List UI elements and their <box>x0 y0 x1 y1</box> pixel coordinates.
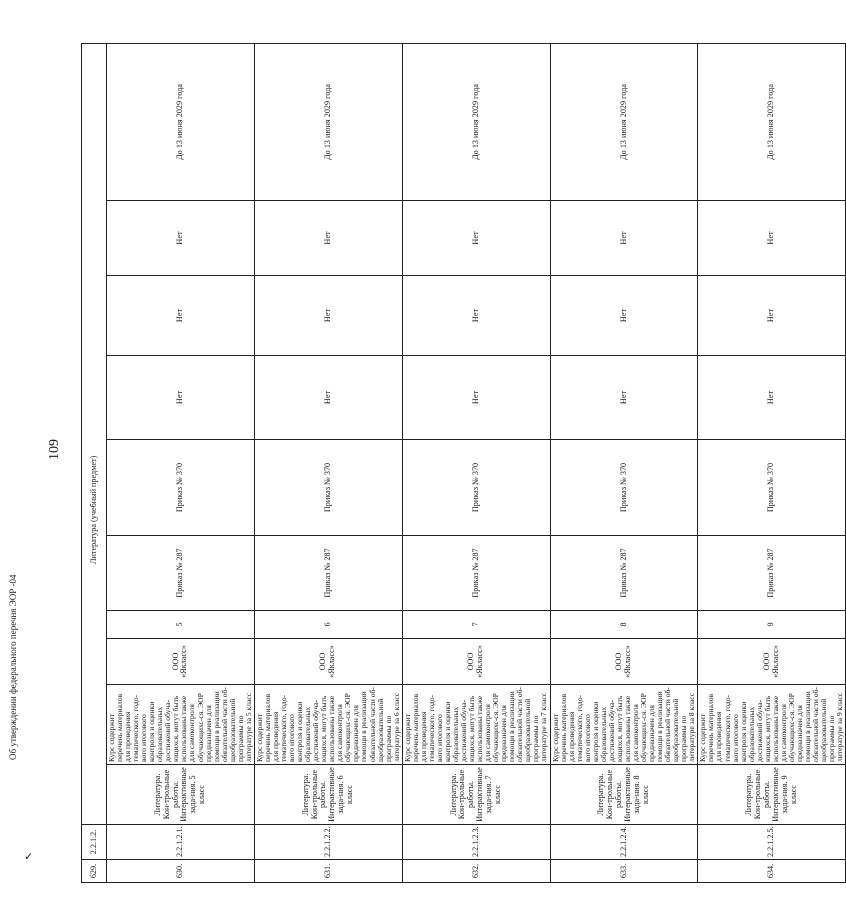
row-code: 2.2.1.2.4. <box>550 825 698 860</box>
resource-description: Курс содержит перечень материалов для проведения тематического, годо-вого итогового контроля и оценки образовательных достижений обуча-ющихся, могут быть использованы также для самоконтроля обучающихс-ся. ЭОР предназначен для помощи в реализации обязательной части об-щеобразовательной программы по литературе за 9 класс <box>698 685 846 765</box>
resource-description: Курс содержит перечень материалов для проведения тематического, годо-вого итогового контроля и оценки образовательных достижений обуча-ющихся, могут быть использованы также для самоконтроля обучающихс-ся. ЭОР предназначен для помощи в реализации обязательной части об-щеобразовательной программы по литературе за 7 класс <box>402 685 550 765</box>
resource-title: Литература. Кон-трольные работы. Интерактивные зада-ния. 8 класс <box>550 765 698 825</box>
resource-title: Литература. Кон-трольные работы. Интерактивные зада-ния. 9 класс <box>698 765 846 825</box>
order-370: Приказ № 370 <box>107 440 255 536</box>
item-count: 8 <box>550 611 698 639</box>
page-number: 109 <box>47 439 62 460</box>
rotated-table-wrapper <box>81 44 845 883</box>
flag-3: Нет <box>402 201 550 276</box>
resource-description: Курс содержит перечень материалов для проведения тематического, годо-вого итогового контроля и оценки образовательных достижений обуча-ющихся, могут быть использованы также для самоконтроля обучающихс-ся. ЭОР предназначен для помощи в реализации обязательной части об-щеобразовательной программы по литературе за 8 класс <box>550 685 698 765</box>
order-370: Приказ № 370 <box>402 440 550 536</box>
resource-title: Литература. Кон-трольные работы. Интерактивные зада-ния. 6 класс <box>254 765 402 825</box>
item-count: 7 <box>402 611 550 639</box>
order-287: Приказ № 287 <box>107 536 255 611</box>
row-number: 631. <box>254 860 402 883</box>
organization: ООО «Якласс» <box>402 639 550 685</box>
table-row <box>402 43 550 882</box>
deadline: До 13 июня 2029 года <box>550 43 698 200</box>
organization: ООО «Якласс» <box>254 639 402 685</box>
margin-mark: ✓ <box>24 851 34 863</box>
flag-3: Нет <box>698 201 846 276</box>
table-row <box>107 43 255 882</box>
organization: ООО «Якласс» <box>107 639 255 685</box>
order-287: Приказ № 287 <box>402 536 550 611</box>
resource-title: Литература. Кон-трольные работы. Интерактивные зада-ния. 5 класс <box>107 765 255 825</box>
flag-2: Нет <box>107 276 255 356</box>
table-row <box>698 43 846 882</box>
row-code: 2.2.1.2.5. <box>698 825 846 860</box>
order-370: Приказ № 370 <box>254 440 402 536</box>
row-number: 632. <box>402 860 550 883</box>
organization: ООО «Якласс» <box>698 639 846 685</box>
row-number: 634. <box>698 860 846 883</box>
row-code: 2.2.1.2.1. <box>107 825 255 860</box>
resource-description: Курс содержит перечень материалов для проведения тематического, годо-вого итогового контроля и оценки образовательных достижений обуча-ющихся, могут быть использованы также для самоконтроля обучающихс-ся. ЭОР предназначен для помощи в реализации обязательной части об-щеобразовательной программы по литературе за 6 класс <box>254 685 402 765</box>
flag-1: Нет <box>254 356 402 440</box>
row-number: 629. <box>82 860 107 883</box>
flag-1: Нет <box>402 356 550 440</box>
organization: ООО «Якласс» <box>550 639 698 685</box>
section-row <box>82 43 107 882</box>
flag-1: Нет <box>550 356 698 440</box>
row-code: 2.2.1.2. <box>82 825 107 860</box>
flag-3: Нет <box>254 201 402 276</box>
deadline: До 13 июня 2029 года <box>254 43 402 200</box>
order-370: Приказ № 370 <box>698 440 846 536</box>
deadline: До 13 июня 2029 года <box>402 43 550 200</box>
order-287: Приказ № 287 <box>698 536 846 611</box>
flag-2: Нет <box>254 276 402 356</box>
footer-note: Об утверждении федерального перечня ЭОР -04 <box>8 574 18 760</box>
deadline: До 13 июня 2029 года <box>107 43 255 200</box>
flag-3: Нет <box>107 201 255 276</box>
resource-title: Литература. Кон-трольные работы. Интерактивные зада-ния. 7 класс <box>402 765 550 825</box>
flag-2: Нет <box>698 276 846 356</box>
row-number: 633. <box>550 860 698 883</box>
eor-table <box>81 43 846 883</box>
order-287: Приказ № 287 <box>550 536 698 611</box>
order-287: Приказ № 287 <box>254 536 402 611</box>
table-row <box>254 43 402 882</box>
flag-2: Нет <box>550 276 698 356</box>
resource-description: Курс содержит перечень материалов для проведения тематического, годо-вого итогового контроля и оценки образовательных достижений обуча-ющихся, могут быть использованы также для самоконтроля обучающихс-ся. ЭОР предназначен для помощи в реализации обязательной части об-щеобразовательной программы по литературе за 5 класс <box>107 685 255 765</box>
row-number: 630. <box>107 860 255 883</box>
row-code: 2.2.1.2.3. <box>402 825 550 860</box>
item-count: 5 <box>107 611 255 639</box>
item-count: 9 <box>698 611 846 639</box>
deadline: До 13 июня 2029 года <box>698 43 846 200</box>
flag-1: Нет <box>107 356 255 440</box>
flag-3: Нет <box>550 201 698 276</box>
row-code: 2.2.1.2.2. <box>254 825 402 860</box>
section-title: Литература (учебный предмет) <box>82 43 107 824</box>
order-370: Приказ № 370 <box>550 440 698 536</box>
flag-1: Нет <box>698 356 846 440</box>
item-count: 6 <box>254 611 402 639</box>
flag-2: Нет <box>402 276 550 356</box>
table-row <box>550 43 698 882</box>
